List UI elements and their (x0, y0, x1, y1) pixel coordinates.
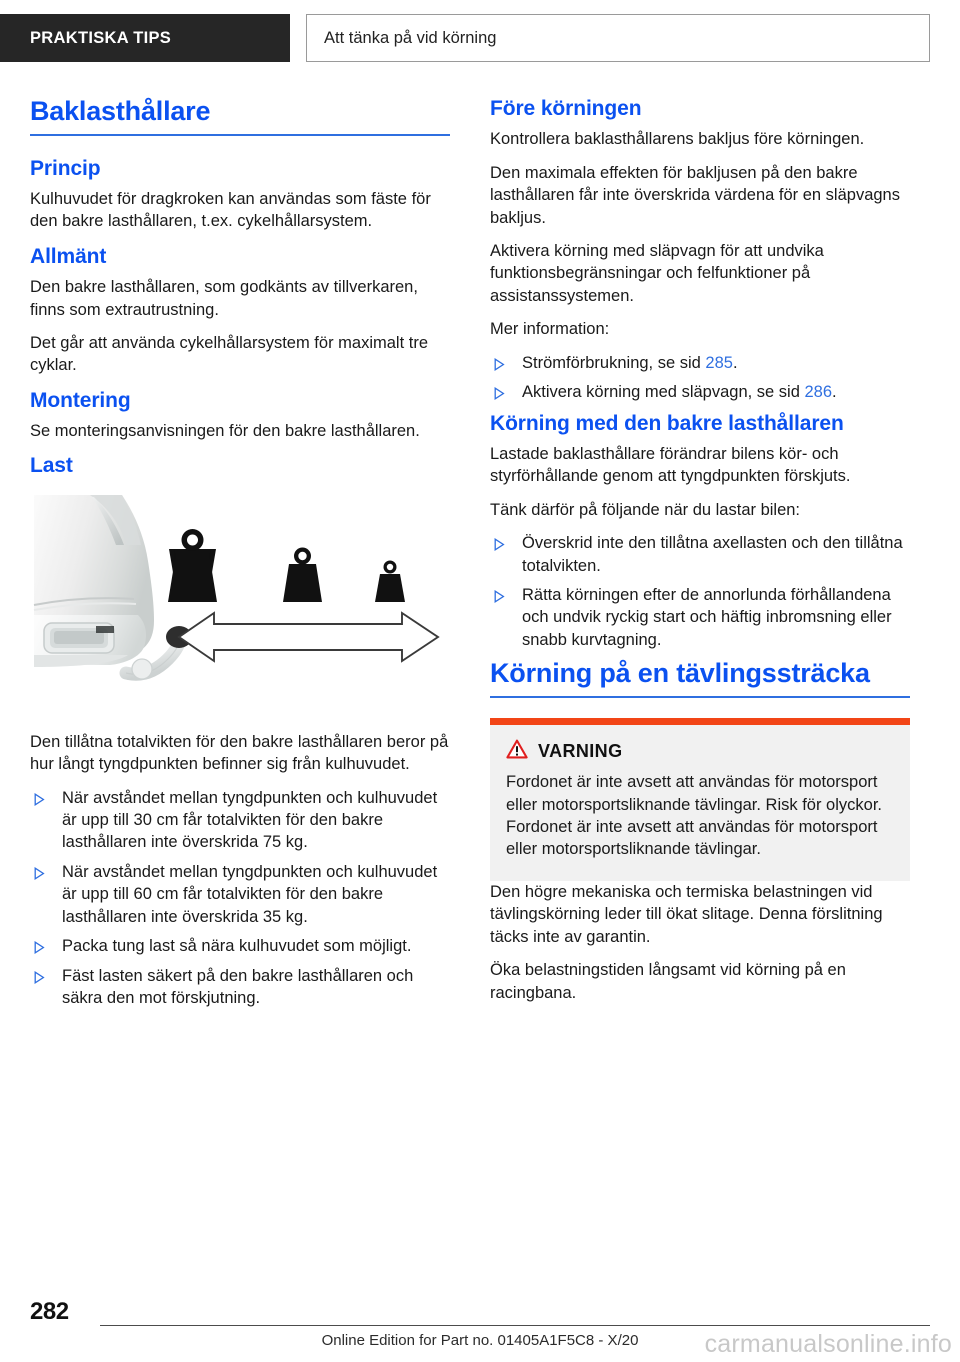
driving-rules-list (490, 532, 910, 651)
list-item-text: När avståndet mellan tyngdpunkten och kulhuvudet är upp till 30 cm får totalvikten för den bakre lasthållaren inte överskrida 75 kg. (62, 788, 438, 852)
warning-header (506, 739, 894, 764)
page-number: 282 (30, 1298, 69, 1325)
header-section-tab[interactable] (306, 14, 930, 62)
warning-box (490, 718, 910, 881)
cross-reference-list (490, 352, 910, 404)
header-chapter-label: PRAKTISKA TIPS (30, 28, 172, 47)
paragraph-before-2: Den maximala effekten för bakljusen på den bakre lasthållaren får inte överskrida värdena för en släpvagns bakljus. (490, 163, 900, 227)
heading-last: Last (30, 454, 73, 478)
list-item (30, 965, 450, 1010)
reference-suffix: . (732, 353, 738, 372)
paragraph-racing-1: Den högre mekaniska och termiska belastningen vid tävlingskörning leder till ökat slitage. Denna förslitning täcks inte av garantin. (490, 882, 883, 946)
page-header (0, 14, 960, 62)
warning-label: VARNING (538, 741, 623, 762)
watermark-text: carmanualsonline.info (704, 1330, 952, 1358)
paragraph-before-1: Kontrollera baklasthållarens bakljus före körningen. (490, 130, 865, 149)
header-section-label: Att tänka på vid körning (324, 28, 497, 47)
triangle-bullet-icon (34, 864, 45, 877)
paragraph-racing-2: Öka belastningstiden långsamt vid körning på en racingbana. (490, 961, 846, 1002)
triangle-bullet-icon (34, 790, 45, 803)
list-item[interactable] (490, 352, 910, 374)
warning-triangle-icon (506, 739, 528, 764)
page-title: Baklasthållare (30, 96, 211, 126)
warning-text: Fordonet är inte avsett att användas för motorsport eller motorsportsliknande tävlingar. Risk för olyckor. Fordonet är inte avsett att användas för motorsport eller motorsportsliknande tävlingar. (506, 773, 882, 859)
paragraph-allmant-1: Den bakre lasthållaren, som godkänts av tillverkaren, finns som extrautrustning. (30, 278, 418, 319)
header-chapter-tab[interactable] (0, 14, 290, 62)
heading-allmant: Allmänt (30, 244, 107, 268)
heading-korning-med-bakre-lasthallaren: Körning med den bakre lasthållaren (490, 411, 844, 435)
heading-fore-korningen: Före körningen (490, 97, 642, 120)
heading-montering: Montering (30, 388, 131, 412)
paragraph-allmant-2: Det går att använda cykelhållarsystem för maximalt tre cyklar. (30, 333, 428, 375)
triangle-bullet-icon (34, 938, 45, 951)
title-divider (30, 134, 450, 136)
paragraph-before-4: Mer information: (490, 320, 610, 339)
triangle-bullet-icon (494, 384, 505, 397)
reference-suffix: . (832, 383, 837, 402)
reference-text: Strömförbrukning, se sid (522, 353, 706, 372)
load-rules-list (30, 787, 450, 1010)
footer-divider (100, 1325, 930, 1326)
heading-princip: Princip (30, 156, 101, 180)
page-footer (0, 1290, 960, 1362)
paragraph-driving-2: Tänk därför på följande när du lastar bilen: (490, 500, 801, 519)
triangle-bullet-icon (494, 587, 505, 600)
list-item (30, 861, 450, 928)
paragraph-last-1: Den tillåtna totalvikten för den bakre lasthållaren beror på hur långt tyngdpunkten befinner sig från kulhuvudet. (30, 732, 449, 774)
list-item[interactable] (490, 381, 910, 403)
weight-small (375, 560, 405, 602)
title-divider (490, 696, 910, 698)
page-content (0, 96, 960, 1016)
list-item-text: Överskrid inte den tillåtna axellasten och den tillåtna totalvikten. (522, 534, 903, 575)
page-reference-link[interactable]: 286 (804, 383, 833, 402)
right-column (490, 96, 910, 1016)
section-title-racing: Körning på en tävlingssträcka (490, 658, 870, 689)
list-item (30, 787, 450, 854)
list-item (490, 584, 910, 651)
triangle-bullet-icon (34, 968, 45, 981)
list-item (30, 935, 450, 957)
paragraph-before-3: Aktivera körning med släpvagn för att undvika funktionsbegränsningar och felfunktioner på assistanssystemen. (490, 241, 824, 305)
footer-edition-note: Online Edition for Part no. 01405A1F5C8 - X/20 (321, 1332, 639, 1349)
left-column (30, 96, 450, 1016)
figure-load-carrier-illustration (30, 487, 450, 715)
list-item-text: Packa tung last så nära kulhuvudet som möjligt. (62, 937, 412, 956)
page-reference-link[interactable]: 285 (705, 353, 733, 372)
paragraph-montering-1: Se monteringsanvisningen för den bakre lasthållaren. (30, 422, 420, 441)
paragraph-princip-1: Kulhuvudet för dragkroken kan användas som fäste för den bakre lasthållaren, t.ex. cykelhållarsystem. (30, 190, 431, 231)
list-item-text: Rätta körningen efter de annorlunda förhållandena och undvik ryckig start och häftig inbromsning eller snabb kurvtagning. (522, 585, 892, 649)
paragraph-driving-1: Lastade baklasthållare förändrar bilens kör- och styrförhållande genom att tyngdpunkten förskjuts. (490, 444, 851, 486)
triangle-bullet-icon (494, 535, 505, 548)
list-item-text: Fäst lasten säkert på den bakre lasthållaren och säkra den mot förskjutning. (62, 966, 414, 1008)
list-item-text: När avståndet mellan tyngdpunkten och kulhuvudet är upp till 60 cm får totalvikten för den bakre lasthållaren inte överskrida 35 kg. (62, 862, 438, 926)
list-item (490, 532, 910, 577)
reference-text: Aktivera körning med släpvagn, se sid (522, 383, 805, 402)
triangle-bullet-icon (494, 355, 505, 368)
weight-large (168, 529, 217, 602)
weight-medium (283, 547, 322, 602)
